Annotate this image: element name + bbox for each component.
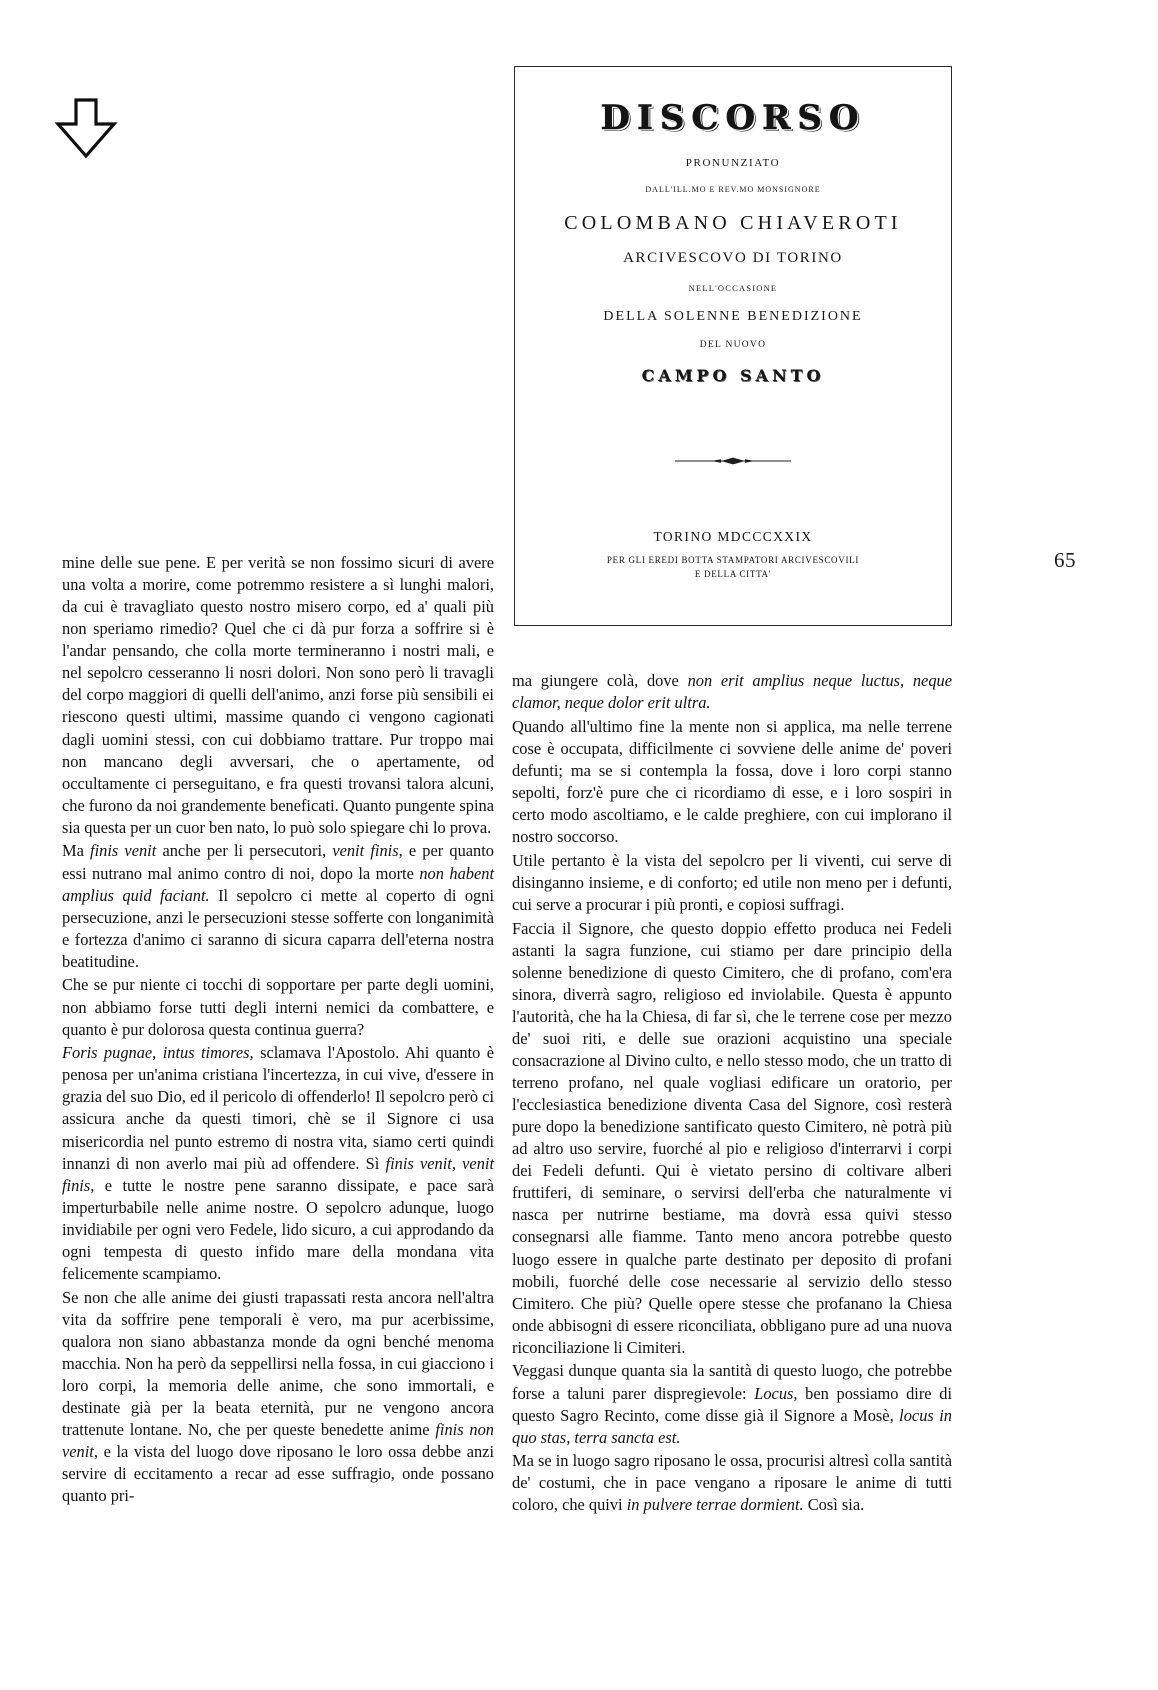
plate-author-name: COLOMBANO CHIAVEROTI	[564, 212, 902, 234]
plate-author-role: ARCIVESCOVO DI TORINO	[623, 250, 843, 266]
italic-phrase: locus in quo stas, terra sancta est.	[512, 1405, 953, 1447]
plate-event-line: DELLA SOLENNE BENEDIZIONE	[603, 309, 863, 324]
paragraph: Che se pur niente ci tocchi di sopportare per parte degli uomini, non abbiamo forse tutti degli interni nemici da combattere, e quanto è pur dolorosa questa continua guerra?	[62, 975, 494, 1039]
paragraph: Se non che alle anime dei giusti trapassati resta ancora nell'altra vita da soffrire pene temporali è vero, ma pur acerbissime, qualora non siano abbastanza monde da ogni benché menoma macchia. Non ha però da seppellirsi nella fossa, in cui giacciono i loro corpi, la memoria delle anime, che sono immortali, e destinate già per la beata eternità, pur ne vengono ancora trattenute lontane. No, che per queste benedette anime finis non venit, e la vista del luogo dove riposano le loro ossa debbe anzi servire di eccitamento a recar ad esse suffragio, onde possano quanto pri-	[62, 1287, 495, 1506]
paragraph: Ma finis venit anche per li persecutori, venit finis, e per quanto essi nutrano mal animo contro di noi, dopo la morte non habent amplius quid faciant. Il sepolcro ci mette al coperto di ogni persecuzione, anzi le persecuzioni stesse sofferte con longanimità e fortezza d'animo ci saranno di sicura caparra dell'eterna nostra beatitudine.	[62, 841, 495, 971]
title-page-facsimile	[514, 66, 952, 626]
paragraph: Ma se in luogo sagro riposano le ossa, procurisi altresì colla santità de' costumi, che in pace vengano a riposare le anime di tutti coloro, che quivi in pulvere terrae dormient. Così sia.	[512, 1451, 952, 1515]
text-column-left	[62, 552, 494, 1507]
italic-phrase: non habent amplius quid faciant.	[62, 863, 495, 905]
plate-of-the-new-line: DEL NUOVO	[699, 340, 767, 350]
paragraph: ma giungere colà, dove non erit amplius neque luctus, neque clamor, neque dolor erit ultra.	[512, 671, 952, 713]
paragraph: mine delle sue pene. E per verità se non fossimo sicuri di avere una volta a morire, come potremmo resistere a sì lunghi malori, da cui è travagliato questo nostro misero corpo, ed a' quali più non speriamo rimedio? Quel che ci dà pur forza a soffrire si è l'andar pensando, che colla morte termineranno i nostri mali, e nel sepolcro cesseranno li nosri dolori. Non sono però li travagli del corpo maggiori di quelli dell'animo, anzi forse più sensibili ei riescono questi ultimi, massime quando ci vengono cagionati dagli uomini stessi, con cui dobbiamo trattare. Pur troppo mai non mancano degli avversari, che o apertamente, od occultamente ci perseguitano, e fra questi trovansi talora alcuni, che furono da noi grandemente beneficati. Quanto pungente spina sia questa per un cuor ben nato, lo può solo spiegare chi lo prova.	[62, 553, 494, 837]
paragraph: Veggasi dunque quanta sia la santità di questo luogo, che potrebbe forse a taluni parer dispregievole: Locus, ben possiamo dire di questo Sagro Recinto, come disse già il Signore a Mosè, locus in quo stas, terra sancta est.	[512, 1361, 953, 1447]
plate-imprint-printer-line-2: E DELLA CITTA'	[694, 568, 772, 579]
paragraph: Faccia il Signore, che questo doppio effetto produca nei Fedeli astanti la sagra funzione, cui stiamo per dare principio della solenne benedizione di questo Cimitero, che di profano, com'era sinora, diverrà sagro, religioso ed inviolabile. Questa è appunto l'autorità, che ha la Chiesa, di far sì, che le terrene cose per mezzo de' suoi riti, e delle sue orazioni acquistino una speciale consacrazione al Divino culto, e nello stesso modo, che un tratto di terreno profano, nel quale vogliasi edificare un oratorio, per l'ecclesiastica benedizione diventa Casa del Signore, così resterà pure dopo la benedizione santificato questo Cimitero, nè potrà più ad altro uso servire, fuorché al pio e religioso d'interrarvi i corpi dei Fedeli defunti. Qui è vietato persino di coltivare alberi fruttiferi, di seminare, o servirsi dell'erba che naturalmente vi nasca per nutrirne bestiame, ma dovrà essa quivi stesso consegnarsi alle fiamme. Tanto meno ancora potrebbe questo luogo essere in qualche parte destinato per deposito di profani mobili, fuorché delle cose necessarie al servizio dello stesso Cimitero. Che più? Quelle opere stesse che profanano la Chiesa onde abbisogni di essere riconciliata, obbligano pure ad una nuova riconciliazione li Cimiteri.	[512, 918, 952, 1357]
italic-phrase: finis non venit	[62, 1419, 495, 1461]
plate-subject-line: CAMPO SANTO	[641, 366, 825, 385]
paragraph: Quando all'ultimo fine la mente non si applica, ma nelle terrene cose è occupata, difficilmente ci sovviene delle anime de' poveri defunti; ma se si contempla la fossa, dove i loro corpi stanno sepolti, forz'è pure che ci ricordiamo di esse, e i loro sospiri in certo modo ascoltiamo, e le calde preghiere, con cui implorano il nostro soccorso.	[512, 716, 952, 847]
printers-rule-ornament-icon	[515, 453, 951, 471]
paragraph: Foris pugnae, intus timores, sclamava l'Apostolo. Ahi quanto è penosa per un'anima cristiana l'incertezza, in cui vive, d'essere in grazia del suo Dio, ed il pericolo di offenderlo! Il sepolcro però ci assicura anche da questi timori, chè se il Signore ci usa misericordia nel punto estremo di nostra vita, siamo certi quindi innanzi di non averlo mai più ad offendere. Sì finis venit, venit finis, e tutte le nostre pene saranno dissipate, e pace sarà imperturbabile nelle anime nostre. O sepolcro adunque, luogo invidiabile per ogni vero Fedele, lido sicuro, a cui approdando da ogni tempesta di questo infido mare della mondana vita felicemente scampiamo.	[62, 1043, 494, 1283]
text-column-right	[512, 670, 952, 1517]
plate-imprint-city: TORINO MDCCCXXIX	[653, 529, 813, 544]
page-number: 65	[1054, 548, 1076, 572]
italic-phrase: Foris pugnae, intus timores,	[62, 1043, 254, 1063]
italic-phrase: finis venit, venit finis,	[62, 1153, 494, 1195]
plate-title: DISCORSO	[600, 98, 866, 138]
plate-imprint-printer-line-1: PER GLI EREDI BOTTA STAMPATORI ARCIVESCOVILI	[606, 555, 860, 565]
down-arrow-icon	[52, 98, 120, 160]
italic-phrase: in pulvere terrae dormient.	[626, 1495, 804, 1515]
paragraph: Utile pertanto è la vista del sepolcro per li viventi, cui serve di disinganno insieme, e di conforto; ed utile non meno per i defunti, cui serve a procurar i più pronti, e copiosi suffragi.	[512, 850, 952, 914]
plate-pronounced-line: PRONUNZIATO	[685, 157, 781, 169]
plate-byline: DALL'ILL.MO E REV.MO MONSIGNORE	[645, 185, 821, 194]
italic-phrase: non erit amplius neque luctus, neque clamor, neque dolor erit ultra.	[512, 671, 952, 713]
italic-phrase: finis venit	[90, 841, 157, 861]
italic-phrase: venit finis	[332, 841, 399, 861]
italic-phrase: Locus,	[754, 1383, 798, 1403]
plate-occasion-line: NELL'OCCASIONE	[688, 283, 778, 293]
